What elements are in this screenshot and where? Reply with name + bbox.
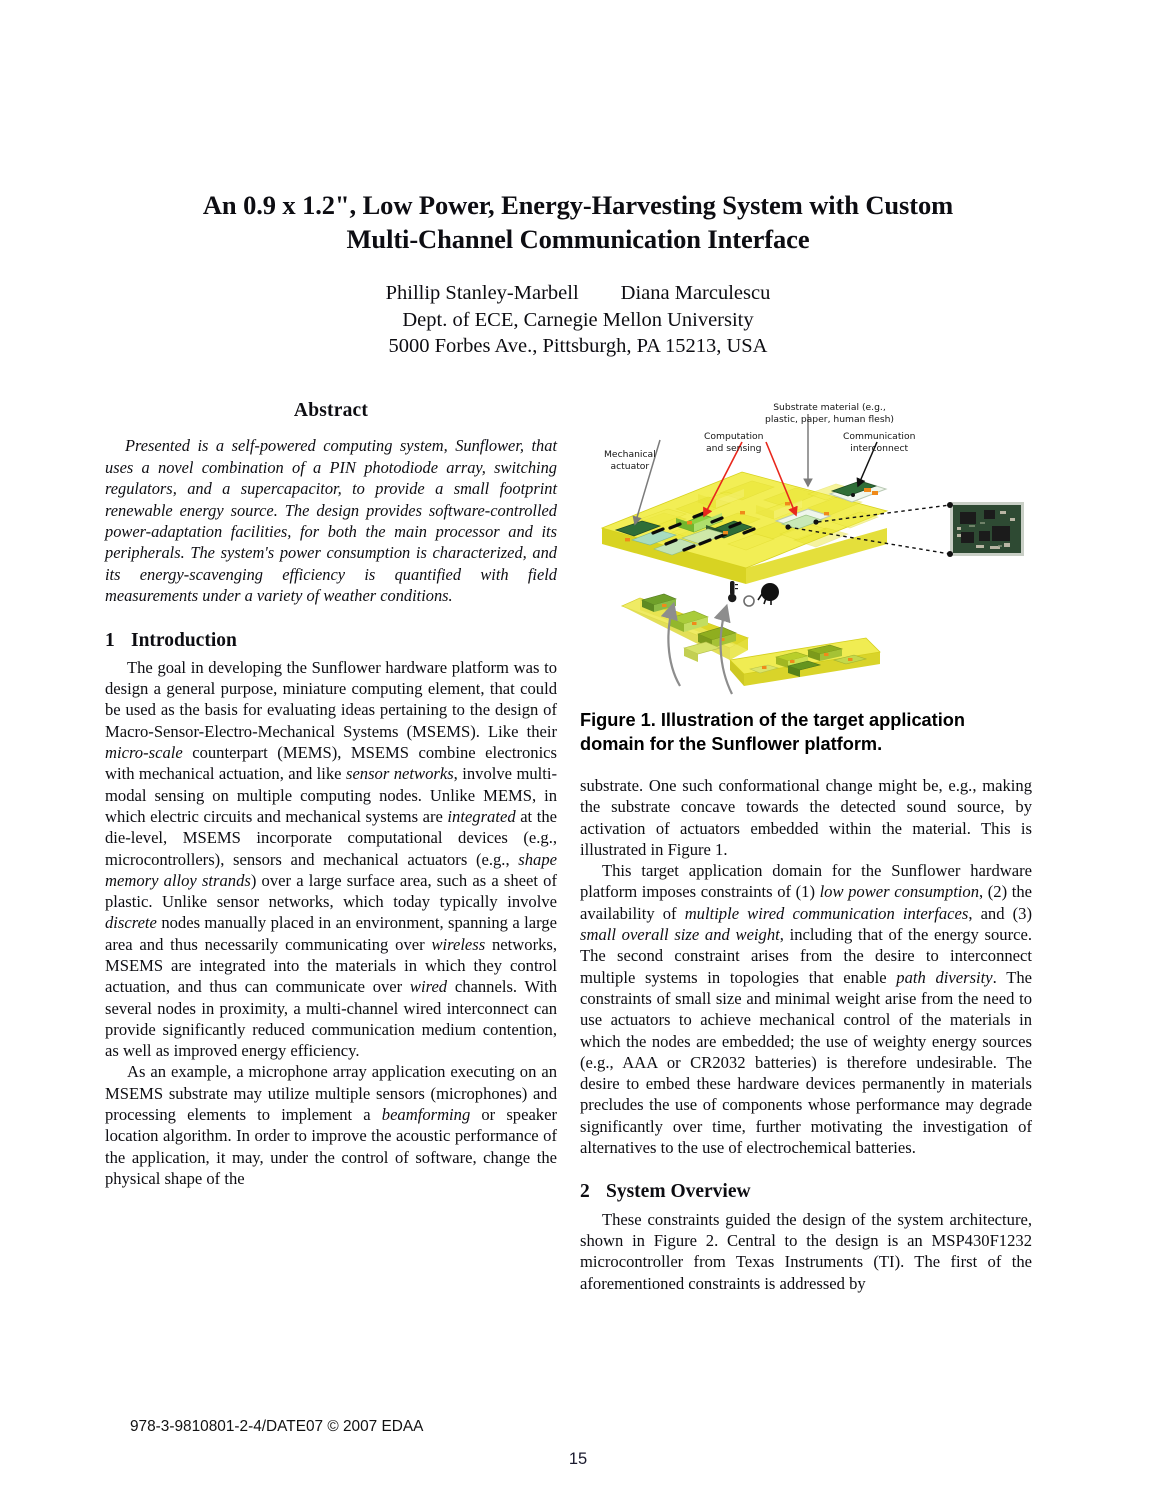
left-column xyxy=(105,400,557,1189)
figure-bent-substrate xyxy=(622,581,880,694)
figure-label-communication xyxy=(843,431,915,454)
figure-1 xyxy=(580,398,1035,698)
figure-label-mechanical xyxy=(604,449,656,472)
section-title-2: System Overview xyxy=(606,1181,751,1203)
figure-caption-line1: Figure 1. Illustration of the target application xyxy=(580,710,966,730)
right-paragraph-3: This target application domain for the Sunflower hardware platform imposes constraints of (1) low power consumption, (2) the availability of multiple wired communication interfaces, and (3) small overall size and weight, including that of the energy source. The second constraint arises from the desire to interconnect multiple systems in topologies that enable path diversity. The constraints of small size and minimal weight arise from the need to use actuators to achieve mechanical control of the materials in which the nodes are embedded; the use of weighty energy sources (e.g., AAA or CR2032 batteries) is therefore undesirable. The desire to embed these hardware devices permanently in materials precludes the use of components whose performance may degrade significantly over time, further motivating the investigation of alternatives to the use of electrochemical batteries. xyxy=(580,861,1032,1158)
intro-paragraph-2: As an example, a microphone array application executing on an MSEMS substrate may utilize multiple sensors (microphones) and processing elements to implement a beamforming or speaker location algorithm. In order to improve the acoustic performance of the application, it may, under the control of software, change the physical shape of the xyxy=(105,1062,557,1188)
page-title xyxy=(105,188,1051,256)
system-overview-paragraph-1: These constraints guided the design of the system architecture, shown in Figure 2. Central to the design is an MSP430F1232 microcontroller from Texas Instruments (TI). The first of the aforementioned constraints is addressed by xyxy=(580,1209,1032,1293)
author-names xyxy=(105,280,1051,307)
author-block xyxy=(105,280,1051,360)
figure-label-substrate-line2: plastic, paper, human flesh) xyxy=(765,413,895,425)
section-number-1: 1 xyxy=(105,629,115,651)
figure-label-computation xyxy=(704,431,763,454)
figure-label-mechanical-line2: actuator xyxy=(610,460,650,472)
section-title-1: Introduction xyxy=(131,629,237,651)
figure-label-substrate-line1: Substrate material (e.g., xyxy=(773,402,886,413)
title-line-1: An 0.9 x 1.2", Low Power, Energy-Harvesting System with Custom xyxy=(202,190,954,220)
affiliation: Dept. of ECE, Carnegie Mellon University xyxy=(402,308,754,331)
author-1: Phillip Stanley-Marbell xyxy=(385,282,579,304)
right-paragraph-continued: substrate. One such conformational change might be, e.g., making the substrate concave towards the detected sound source, by activation of actuators embedded within the material. This is illustrated in Figure 1. xyxy=(580,776,1032,859)
figure-label-mechanical-line1: Mechanical xyxy=(604,449,656,460)
sound-source-icon xyxy=(758,583,779,605)
figure-label-computation-line2: and sensing xyxy=(706,442,762,454)
figure-top-substrate xyxy=(602,472,900,584)
abstract-heading: Abstract xyxy=(293,400,369,421)
section-number-2: 2 xyxy=(580,1181,590,1203)
intro-paragraph-1: The goal in developing the Sunflower hardware platform was to design a general purpose, miniature computing element, that could be used as the basis for evaluating ideas pertaining to the design of Macro-Sensor-Electro-Mechanical Systems (MSEMS). Like their micro-scale counterpart (MEMS), MSEMS combine electronics with mechanical actuation, and like sensor networks, involve multi-modal sensing on multiple computing nodes. Unlike MEMS, in which electric circuits and mechanical systems are integrated at the die-level, MSEMS incorporate computational devices (e.g., microcontrollers), sensors and mechanical actuators (e.g., shape memory alloy strands) over a large surface area, such as a sheet of plastic. Unlike sensor networks, which today typically involve discrete nodes manually placed in an environment, spanning a large area and thus necessarily communicating over wireless networks, MSEMS are integrated into the materials in which they control actuation, and thus can communicate over wired channels. With several nodes in proximity, a multi-channel wired interconnect can provide significantly reduced communication medium contention, as well as improved energy efficiency. xyxy=(105,657,558,1061)
title-line-2: Multi-Channel Communication Interface xyxy=(346,224,810,254)
figure-label-substrate xyxy=(765,402,894,425)
section-heading-introduction xyxy=(105,630,557,651)
figure-label-communication-line2: interconnect xyxy=(850,442,909,454)
figure-1-illustration xyxy=(580,398,1035,698)
ring-icon xyxy=(744,596,754,606)
footer-isbn: 978-3-9810801-2-4/DATE07 © 2007 EDAA xyxy=(130,1418,424,1435)
title-block xyxy=(105,188,1051,360)
figure-caption-line2: domain for the Sunflower platform. xyxy=(580,734,883,754)
page-number: 15 xyxy=(568,1450,588,1468)
thermometer-icon xyxy=(728,581,738,602)
section-heading-system-overview xyxy=(580,1181,1032,1202)
address: 5000 Forbes Ave., Pittsburgh, PA 15213, USA xyxy=(388,335,768,357)
figure-label-communication-line1: Communication xyxy=(843,431,916,442)
right-column xyxy=(580,775,1032,1294)
figure-1-caption xyxy=(580,708,1032,756)
author-2: Diana Marculescu xyxy=(620,282,771,304)
abstract-text: Presented is a self-powered computing system, Sunflower, that uses a novel combination of a PIN photodiode array, switching regulators, and a supercapacitor, to provide a small footprint renewable energy source. The design provides software-controlled power-adaptation facilities, for both the main processor and its peripherals. The system's power consumption is characterized, and its energy-scavenging efficiency is quantified with field measurements under a variety of weather conditions. xyxy=(105,436,557,606)
figure-label-computation-line1: Computation xyxy=(704,431,764,442)
